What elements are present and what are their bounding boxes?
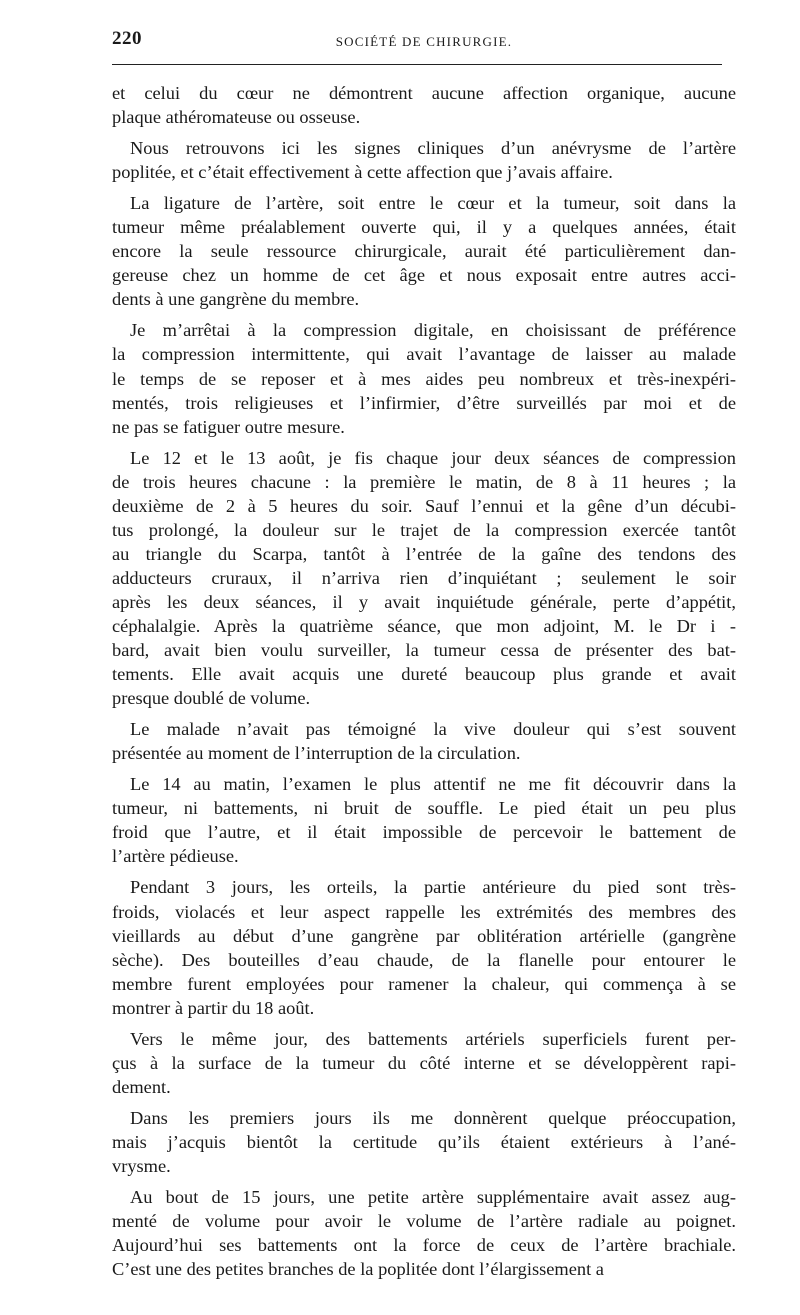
text-line: Au bout de 15 jours, une petite artère supplémentaire avait assez aug- — [130, 1187, 736, 1208]
running-head — [112, 26, 736, 56]
paragraph — [112, 191, 736, 311]
paragraph — [112, 446, 736, 711]
text-line: tus prolongé, la douleur sur le trajet de la compression exercée tantôt — [112, 519, 736, 540]
paragraph — [112, 1106, 736, 1178]
body-text — [112, 81, 736, 1281]
text-line: Le 14 au matin, l’examen le plus attentif ne me fit découvrir dans la — [130, 774, 736, 795]
text-line: deuxième de 2 à 5 heures du soir. Sauf l’ennui et la gêne d’un décubi- — [112, 495, 736, 516]
text-line: C’est une des petites branches de la poplitée dont l’élargissement a — [112, 1259, 604, 1280]
text-line: gereuse chez un homme de cet âge et nous exposait entre autres acci- — [112, 265, 736, 286]
paragraph — [112, 318, 736, 438]
journal-title: SOCIÉTÉ DE CHIRURGIE. — [335, 34, 513, 49]
text-line: mentés, trois religieuses et l’infirmier, d’être surveillés par moi et de — [112, 392, 736, 413]
text-line: adducteurs cruraux, il n’arriva rien d’inquiétant ; seulement le soir — [112, 567, 736, 588]
header-rule — [112, 64, 722, 65]
text-line: Le malade n’avait pas témoigné la vive douleur qui s’est souvent — [130, 719, 736, 740]
text-line: froids, violacés et leur aspect rappelle les extrémités des membres des — [112, 901, 736, 922]
text-line: et celui du cœur ne démontrent aucune affection organique, aucune — [112, 83, 736, 103]
text-line: vieillards au début d’une gangrène par oblitération artérielle (gangrène — [112, 925, 736, 946]
paragraph — [112, 717, 736, 765]
text-line: Vers le même jour, des battements artériels superficiels furent per- — [130, 1028, 736, 1049]
text-line: de trois heures chacune : la première le matin, de 8 à 11 heures ; la — [112, 471, 736, 492]
text-line: céphalalgie. Après la quatrième séance, que mon adjoint, M. le Dr i - — [112, 615, 736, 636]
text-line: sèche). Des bouteilles d’eau chaude, de la flanelle pour entourer le — [112, 949, 736, 970]
text-line: bard, avait bien voulu surveiller, la tumeur cessa de présenter des bat- — [112, 640, 736, 661]
text-line: poplitée, et c’était effectivement à cette affection que j’avais affaire. — [112, 162, 613, 183]
paragraph — [112, 136, 736, 184]
text-line: présentée au moment de l’interruption de la circulation. — [112, 743, 521, 764]
text-line: presque doublé de volume. — [112, 688, 311, 709]
paragraph — [112, 1185, 736, 1281]
text-line: ne pas se fatiguer outre mesure. — [112, 416, 345, 437]
text-line: après les deux séances, il y avait inquiétude générale, perte d’appétit, — [112, 591, 736, 612]
text-line: vrysme. — [112, 1155, 171, 1176]
text-line: Aujourd’hui ses battements ont la force de ceux de l’artère brachiale. — [112, 1235, 736, 1256]
text-line: çus à la surface de la tumeur du côté interne et se développèrent rapi- — [112, 1052, 736, 1073]
text-line: tumeur, ni battements, ni bruit de souffle. Le pied était un peu plus — [112, 798, 736, 819]
text-line: La ligature de l’artère, soit entre le cœur et la tumeur, soit dans la — [130, 193, 736, 214]
paragraph — [112, 875, 736, 1019]
page-number: 220 — [112, 28, 142, 49]
text-line: dents à une gangrène du membre. — [112, 289, 360, 310]
text-line: Pendant 3 jours, les orteils, la partie antérieure du pied sont très- — [130, 877, 736, 898]
text-line: dement. — [112, 1076, 171, 1097]
paragraph — [112, 1027, 736, 1099]
text-line: tumeur même préalablement ouverte qui, il y a quelques années, était — [112, 217, 736, 238]
text-line: mais j’acquis bientôt la certitude qu’ils étaient extérieurs à l’ané- — [112, 1131, 736, 1152]
text-line: l’artère pédieuse. — [112, 846, 239, 867]
text-line: Dans les premiers jours ils me donnèrent quelque préoccupation, — [130, 1107, 736, 1128]
text-line: Je m’arrêtai à la compression digitale, en choisissant de préférence — [130, 320, 736, 341]
text-line: montrer à partir du 18 août. — [112, 997, 315, 1018]
text-line: menté de volume pour avoir le volume de l’artère radiale au poignet. — [112, 1211, 736, 1232]
text-line: froid que l’autre, et il était impossible de percevoir le battement de — [112, 822, 736, 843]
text-line: membre furent employées pour ramener la chaleur, qui commença à se — [112, 973, 736, 994]
text-line: au triangle du Scarpa, tantôt à l’entrée de la gaîne des tendons des — [112, 543, 736, 564]
text-line: la compression intermittente, qui avait l’avantage de laisser au malade — [112, 344, 736, 365]
text-line: le temps de se reposer et à mes aides peu nombreux et très-inexpéri- — [112, 368, 736, 389]
text-line: Nous retrouvons ici les signes cliniques d’un anévrysme de l’artère — [130, 138, 736, 159]
paragraph — [112, 772, 736, 868]
paragraph — [112, 81, 736, 129]
text-line: Le 12 et le 13 août, je fis chaque jour deux séances de compression — [130, 447, 736, 468]
text-line: encore la seule ressource chirurgicale, aurait été particulièrement dan- — [112, 241, 736, 262]
text-line: tements. Elle avait acquis une dureté beaucoup plus grande et avait — [112, 664, 736, 685]
text-line: plaque athéromateuse ou osseuse. — [112, 107, 361, 128]
